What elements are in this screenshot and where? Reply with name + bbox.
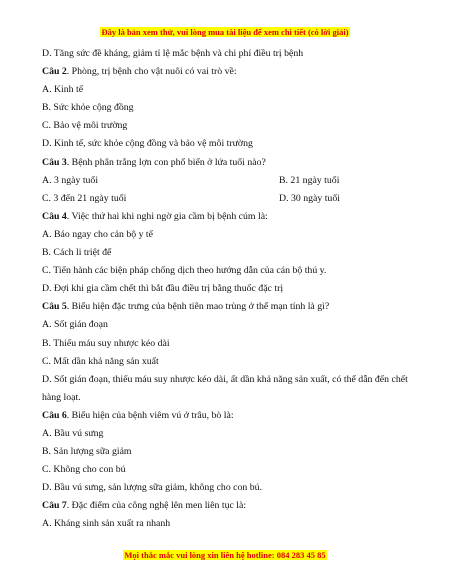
q3-option-d: D. 30 ngày tuổi <box>279 192 340 204</box>
question-4-label: Câu 4 <box>42 210 67 222</box>
question-6-text: . Biểu hiện của bệnh viêm vú ở trâu, bò là: <box>66 409 234 421</box>
question-2-text: . Phòng, trị bệnh cho vật nuôi có vai trò về: <box>66 66 237 78</box>
question-6-label: Câu 6 <box>42 409 67 421</box>
q4-option-d: D. Đợi khi gia cầm chết thì bắt đầu điều trị bằng thuốc đặc trị <box>42 283 284 295</box>
preview-notice-banner <box>0 27 450 38</box>
question-5-label: Câu 5 <box>42 301 67 313</box>
hotline-banner <box>0 550 450 561</box>
document-body <box>42 45 412 534</box>
q3-option-b: B. 21 ngày tuổi <box>279 174 340 186</box>
q3-option-c: C. 3 đến 21 ngày tuổi <box>42 192 127 204</box>
q4-option-b: B. Cách li triệt để <box>42 247 112 259</box>
q2-option-d: D. Kinh tế, sức khỏe cộng đồng và bảo vệ môi trường <box>42 138 253 150</box>
q2-option-a: A. Kinh tế <box>42 84 84 96</box>
q3-options-row-1 <box>42 172 412 190</box>
question-7 <box>42 497 412 515</box>
q5-option-b: B. Thiếu máu suy nhược kéo dài <box>42 337 170 349</box>
hotline-text: Mọi thắc mắc vui lòng xin liên hệ hotline: 084 283 45 85 <box>124 550 326 560</box>
question-3-text: . Bệnh phân trắng lợn con phổ biến ở lứa tuổi nào? <box>66 156 266 168</box>
question-6 <box>42 407 412 425</box>
q6-option-a: A. Bầu vú sưng <box>42 427 104 439</box>
q1-option-d: D. Tăng sức đề kháng, giảm tỉ lệ mắc bệnh và chi phí điều trị bệnh <box>42 48 304 59</box>
question-7-text: . Đặc điểm của công nghệ lên men liên tục là: <box>66 500 247 512</box>
q2-option-c: C. Bảo vệ môi trường <box>42 120 128 132</box>
preview-notice-text: Đây là bản xem thử, vui lòng mua tài liệu để xem chi tiết (có lời giải) <box>101 27 349 37</box>
q5-option-c: C. Mất dần khả năng sản xuất <box>42 355 159 367</box>
question-7-label: Câu 7 <box>42 500 67 512</box>
question-3 <box>42 154 412 172</box>
q3-options-row-2 <box>42 190 412 208</box>
q5-option-d: D. Sốt gián đoạn, thiếu máu suy nhược kéo dài, ất dần khả năng sản xuất, có thể dẫn đến chết hàng loạt. <box>42 373 408 403</box>
question-5-text: . Biểu hiện đặc trưng của bệnh tiên mao trùng ở thể mạn tính là gì? <box>66 301 330 313</box>
q2-option-b: B. Sức khỏe cộng đồng <box>42 102 134 114</box>
q4-option-c: C. Tiến hành các biện pháp chống dịch theo hướng dẫn của cán bộ thú y. <box>42 265 327 277</box>
q6-option-d: D. Bầu vú sưng, sản lượng sữa giảm, không cho con bú. <box>42 482 263 494</box>
q4-option-a: A. Báo ngay cho cán bộ y tế <box>42 228 153 240</box>
question-5 <box>42 298 412 316</box>
question-3-label: Câu 3 <box>42 156 67 168</box>
q6-option-c: C. Không cho con bú <box>42 464 126 476</box>
question-4 <box>42 208 412 226</box>
question-2 <box>42 63 412 81</box>
q6-option-b: B. Sản lượng sữa giảm <box>42 446 132 458</box>
q7-option-a: A. Kháng sinh sản xuất ra nhanh <box>42 518 171 530</box>
question-4-text: . Việc thứ hai khi nghi ngờ gia cầm bị bệnh cúm là: <box>66 210 268 222</box>
question-2-label: Câu 2 <box>42 66 67 78</box>
q3-option-a: A. 3 ngày tuổi <box>42 174 99 186</box>
q5-option-a: A. Sốt gián đoạn <box>42 319 108 331</box>
